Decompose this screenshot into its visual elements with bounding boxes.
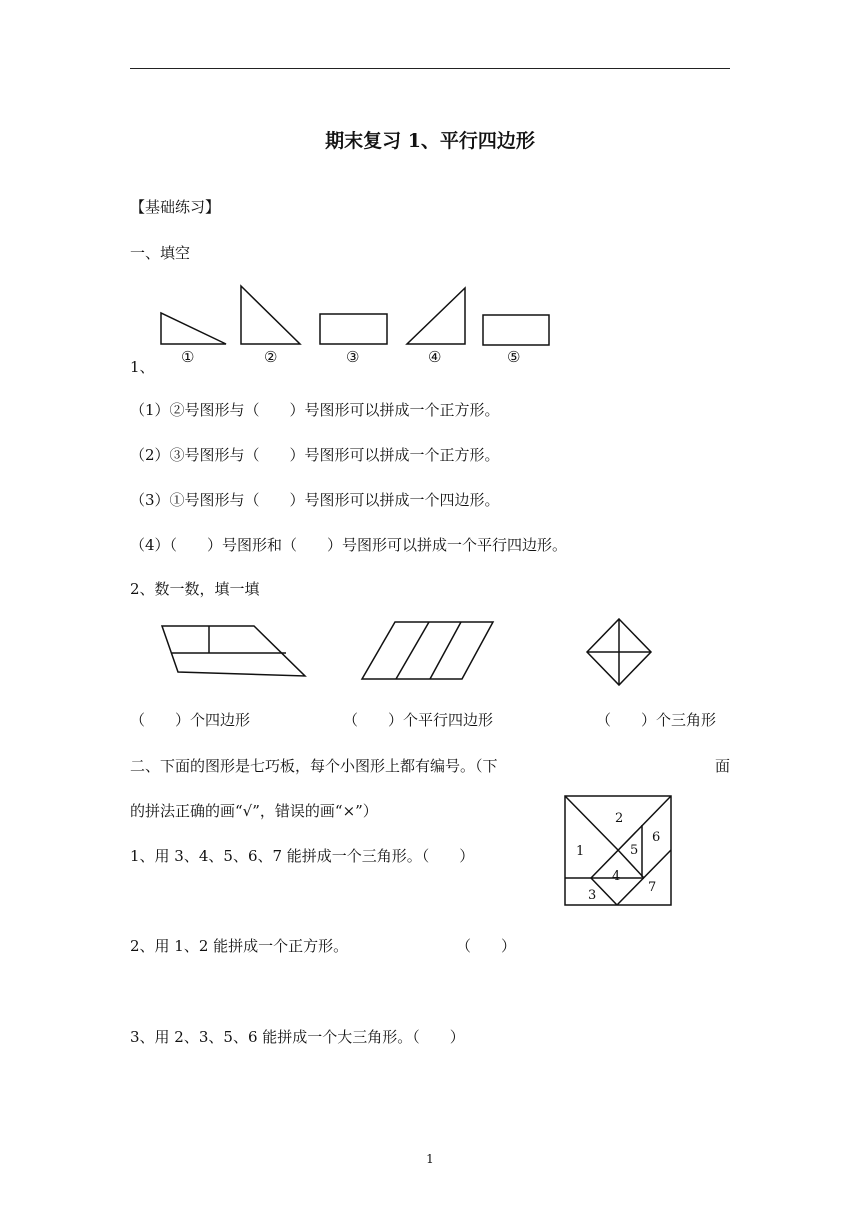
page-title: 期末复习 1、平行四边形 — [325, 130, 535, 152]
figure-quadrilateral-grid — [162, 626, 305, 676]
part2-heading-line2: 的拼法正确的画“√”，错误的画“×”） — [130, 802, 378, 820]
tangram-num-6: 6 — [652, 830, 661, 845]
header-rule — [130, 68, 730, 69]
q1-sub-4: （4）（ ）号图形和（ ）号图形可以拼成一个平行四边形。 — [130, 536, 568, 554]
page-number: 1 — [426, 1152, 434, 1166]
shape-4-triangle — [407, 288, 465, 344]
q1-sub-2: （2）③号图形与（ ）号图形可以拼成一个正方形。 — [130, 446, 500, 464]
figure-rhombus — [587, 619, 651, 685]
shape-2-triangle — [241, 286, 300, 344]
part2-item-2: 2、用 1、2 能拼成一个正方形。 — [130, 937, 349, 955]
shape-label-4: ④ — [428, 348, 442, 366]
shape-label-5: ⑤ — [507, 348, 521, 366]
shape-1-triangle — [161, 313, 226, 344]
q2-label: 2、数一数，填一填 — [130, 580, 260, 598]
shape-3-rectangle — [320, 314, 387, 344]
shape-label-3: ③ — [346, 348, 360, 366]
part1-heading: 一、填空 — [130, 244, 191, 262]
q2-answer-triangles: （ ）个三角形 — [596, 711, 717, 729]
tangram-num-4: 4 — [612, 869, 621, 884]
part2-item-3: 3、用 2、3、5、6 能拼成一个大三角形。（ ） — [130, 1028, 465, 1046]
tangram-num-1: 1 — [576, 844, 585, 859]
tangram-num-3: 3 — [588, 888, 597, 903]
tangram-num-2: 2 — [615, 811, 624, 826]
q1-label: 1、 — [130, 358, 155, 376]
q1-sub-1: （1）②号图形与（ ）号图形可以拼成一个正方形。 — [130, 401, 500, 419]
shape-5-rectangle — [483, 315, 549, 345]
q2-answer-quadrilaterals: （ ）个四边形 — [130, 711, 251, 729]
tangram-num-7: 7 — [648, 880, 657, 895]
figure-parallelogram-strips — [362, 622, 493, 679]
part2-item-1: 1、用 3、4、5、6、7 能拼成一个三角形。（ ） — [130, 847, 475, 865]
shape-label-1: ① — [181, 348, 195, 366]
part2-heading-line1: 二、下面的图形是七巧板，每个小图形上都有编号。（下 — [130, 757, 498, 775]
section-basic: 【基础练习】 — [130, 198, 221, 216]
shape-label-2: ② — [264, 348, 278, 366]
tangram-num-5: 5 — [630, 843, 639, 858]
q1-sub-3: （3）①号图形与（ ）号图形可以拼成一个四边形。 — [130, 491, 500, 509]
q2-answer-parallelograms: （ ）个平行四边形 — [343, 711, 494, 729]
tangram-figure — [564, 795, 674, 907]
part2-item-2-blank: （ ） — [456, 937, 517, 955]
q2-figures — [0, 618, 860, 688]
part2-heading-line1-end: 面 — [715, 757, 731, 775]
